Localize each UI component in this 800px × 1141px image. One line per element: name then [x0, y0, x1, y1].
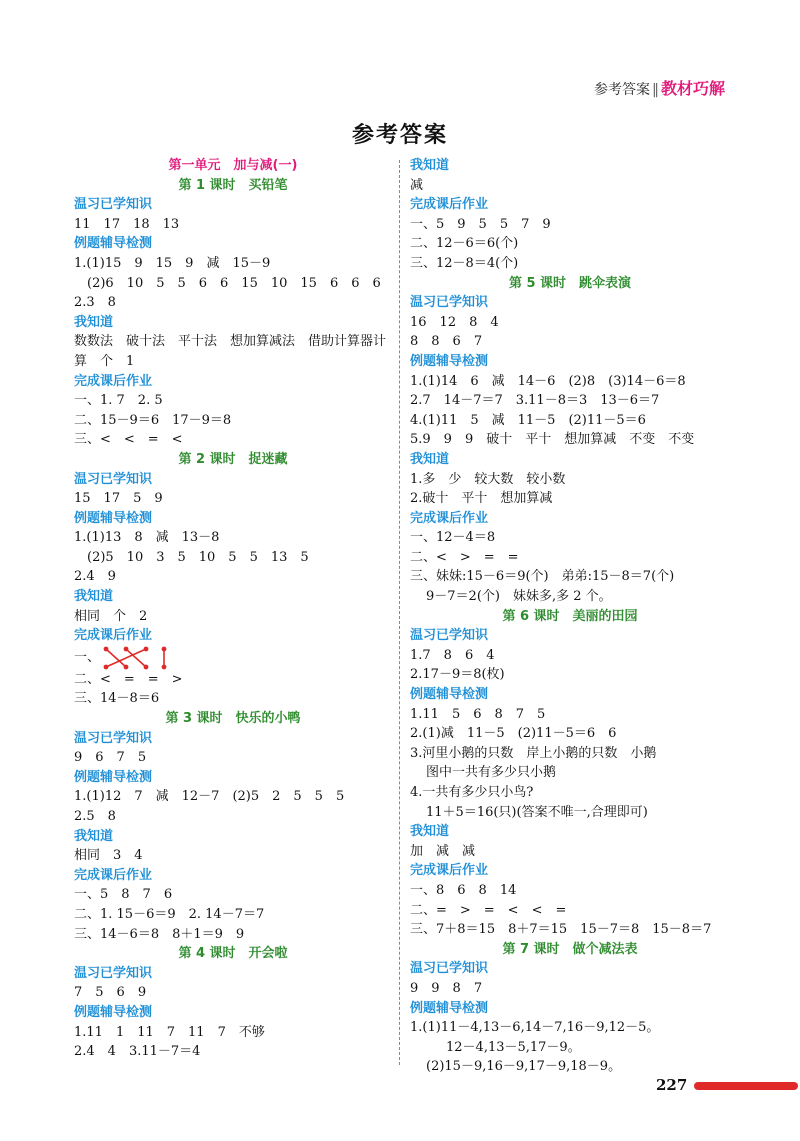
page-number-bar	[694, 1082, 798, 1090]
section-heading: 我知道	[74, 589, 114, 605]
answer-line: 2.7 14－7＝7 3.11－8＝3 13－6＝7	[410, 393, 660, 409]
lesson-heading: 第 3 课时 快乐的小鸭	[165, 711, 301, 727]
answer-line: 二、12－6＝6(个)	[410, 236, 519, 252]
answer-line: 1.11 5 6 8 7 5	[410, 706, 546, 722]
match-dot	[162, 646, 167, 651]
answer-line: 4.(1)11 5 减 11－5 (2)11－5＝6	[410, 412, 646, 428]
right-column	[410, 156, 730, 1077]
matching-lines-diagram	[100, 646, 170, 670]
book-brand: 教材巧解	[660, 79, 725, 98]
header-label: 参考答案	[593, 82, 650, 98]
answer-line: 二、< > = =	[410, 549, 519, 565]
section-heading: 我知道	[410, 158, 450, 173]
section-heading: 温习已学知识	[410, 295, 489, 311]
section-heading: 例题辅导检测	[410, 353, 489, 369]
section-heading: 完成课后作业	[74, 867, 153, 883]
page-header	[594, 76, 725, 99]
lesson-heading: 第 4 课时 开会啦	[178, 946, 288, 962]
section-heading: 完成课后作业	[410, 863, 489, 879]
answer-line: 12－4,13－5,17－9。	[446, 1039, 581, 1055]
answer-line: 一、5 8 7 6	[74, 887, 173, 903]
match-dot	[162, 664, 167, 669]
answer-line: 15 17 5 9	[74, 491, 163, 507]
answer-line: 三、< < = <	[74, 432, 183, 448]
answer-line: 5.9 9 9 破十 平十 想加算减 不变 不变	[410, 432, 695, 448]
answer-line: 相同 3 4	[74, 848, 143, 864]
section-heading: 例题辅导检测	[74, 769, 153, 785]
match-dot	[104, 646, 109, 651]
lesson-heading: 第 6 课时 美丽的田园	[502, 608, 638, 624]
answer-line: 1.多 少 较大数 较小数	[410, 471, 566, 487]
answer-line: 三、妹妹:15－6＝9(个) 弟弟:15－8＝7(个)	[410, 569, 675, 585]
answer-line: (2)6 10 5 5 6 6 15 10 15 6 6 6	[74, 275, 381, 291]
answer-line: 1.11 1 11 7 11 7 不够	[74, 1024, 265, 1040]
match-dot	[104, 664, 109, 669]
unit-heading: 第一单元 加与减(一)	[168, 158, 298, 173]
answer-line: 2.3 8	[74, 295, 116, 311]
answer-line: (2)5 10 3 5 10 5 5 13 5	[74, 549, 309, 565]
section-heading: 完成课后作业	[74, 373, 153, 389]
section-heading: 例题辅导检测	[74, 1004, 153, 1020]
left-column	[74, 156, 392, 1062]
match-line	[126, 649, 146, 667]
answer-line: 一、1. 7 2. 5	[74, 393, 163, 409]
answer-line: 1.(1)11－4,13－6,14－7,16－9,12－5。	[410, 1020, 660, 1036]
column-divider	[399, 160, 400, 1065]
match-dot	[144, 646, 149, 651]
section-heading: 完成课后作业	[410, 510, 489, 526]
answer-line: 2.4 4 3.11－7＝4	[74, 1044, 201, 1060]
section-heading: 温习已学知识	[410, 961, 489, 977]
answer-line: 9 6 7 5	[74, 750, 147, 766]
answer-line: (2)15－9,16－9,17－9,18－9。	[426, 1059, 622, 1075]
match-line	[106, 649, 146, 667]
answer-line: 9 9 8 7	[410, 980, 483, 996]
answer-line: 数数法 破十法 平十法 想加算减法 借助计算器计算 个 1	[74, 334, 387, 369]
answer-line: 2.4 9	[74, 569, 116, 585]
section-heading: 我知道	[410, 451, 450, 467]
answer-line: 2.5 8	[74, 809, 116, 824]
section-heading: 温习已学知识	[74, 730, 153, 746]
header-separator: ‖	[651, 82, 659, 98]
section-heading: 我知道	[410, 824, 450, 840]
answer-line: 三、14－8＝6	[74, 691, 160, 707]
answer-line: 二、= > = < < =	[410, 902, 567, 918]
answer-line: 11 17 18 13	[74, 216, 180, 232]
section-heading: 完成课后作业	[74, 628, 153, 644]
answer-line: 一、12－4＝8	[410, 530, 496, 546]
answer-line: 三、12－8＝4(个)	[410, 255, 519, 271]
section-heading: 温习已学知识	[410, 628, 489, 644]
page-number: 227	[656, 1076, 688, 1094]
answer-line: 二、15－9＝6 17－9＝8	[74, 412, 232, 428]
answer-line: 2.破十 平十 想加算减	[410, 491, 553, 507]
match-dot	[144, 664, 149, 669]
matching-answer	[74, 646, 392, 670]
section-heading: 温习已学知识	[74, 197, 153, 213]
answer-line: 二、1. 15－6＝9 2. 14－7＝7	[74, 906, 265, 922]
answer-line: 2.(1)减 11－5 (2)11－5＝6 6	[410, 726, 617, 742]
answer-line: 一、8 6 8 14	[410, 882, 517, 898]
match-line	[106, 649, 126, 667]
lesson-heading: 第 7 课时 做个减法表	[502, 941, 638, 957]
section-heading: 完成课后作业	[410, 197, 489, 213]
answer-line: 8 8 6 7	[410, 334, 483, 350]
match-dot	[124, 664, 129, 669]
answer-line: 1.(1)15 9 15 9 减 15－9	[74, 255, 271, 271]
answer-line: 加 减 减	[410, 843, 476, 859]
answer-line: 二、< = = >	[74, 671, 183, 687]
section-heading: 我知道	[74, 314, 114, 330]
section-heading: 我知道	[74, 828, 114, 844]
answer-line: 7 5 6 9	[74, 985, 147, 1001]
answer-line: 相同 个 2	[74, 608, 148, 624]
answer-line: 三、7＋8＝15 8＋7＝15 15－7＝8 15－8＝7	[410, 922, 712, 938]
answer-line: 1.7 8 6 4	[410, 647, 495, 663]
section-heading: 例题辅导检测	[410, 687, 489, 703]
section-heading: 例题辅导检测	[410, 1000, 489, 1016]
answer-line: 4.一共有多少只小鸟?	[410, 785, 534, 800]
answer-line: 3.河里小鹅的只数 岸上小鹅的只数 小鹅	[410, 745, 657, 761]
answer-line: 三、14－6＝8 8＋1＝9 9	[74, 926, 245, 942]
lesson-heading: 第 5 课时 跳伞表演	[508, 275, 632, 291]
section-heading: 温习已学知识	[74, 965, 153, 981]
answer-line: 1.(1)13 8 减 13－8	[74, 530, 220, 546]
answer-line: 1.(1)14 6 减 14－6 (2)8 (3)14－6＝8	[410, 373, 686, 389]
page-title: 参考答案	[351, 122, 448, 148]
answer-line: 16 12 8 4	[410, 314, 499, 330]
answer-line: 1.(1)12 7 减 12－7 (2)5 2 5 5 5	[74, 789, 345, 805]
answer-line: 11＋5＝16(只)(答案不唯一,合理即可)	[426, 804, 648, 820]
section-heading: 例题辅导检测	[74, 510, 153, 526]
answer-line: 减	[410, 177, 424, 193]
matching-label: 一、	[74, 650, 101, 666]
answer-line: 图中一共有多少只小鹅	[426, 765, 557, 781]
answer-line: 一、5 9 5 5 7 9	[410, 216, 551, 232]
match-dot	[124, 646, 129, 651]
answer-line: 2.17－9＝8(枚)	[410, 667, 505, 683]
lesson-heading: 第 1 课时 买铅笔	[178, 177, 288, 193]
section-heading: 例题辅导检测	[74, 236, 153, 252]
lesson-heading: 第 2 课时 捉迷藏	[178, 451, 288, 467]
section-heading: 温习已学知识	[74, 471, 153, 487]
answer-line: 9－7＝2(个) 妹妹多,多 2 个。	[426, 589, 612, 605]
